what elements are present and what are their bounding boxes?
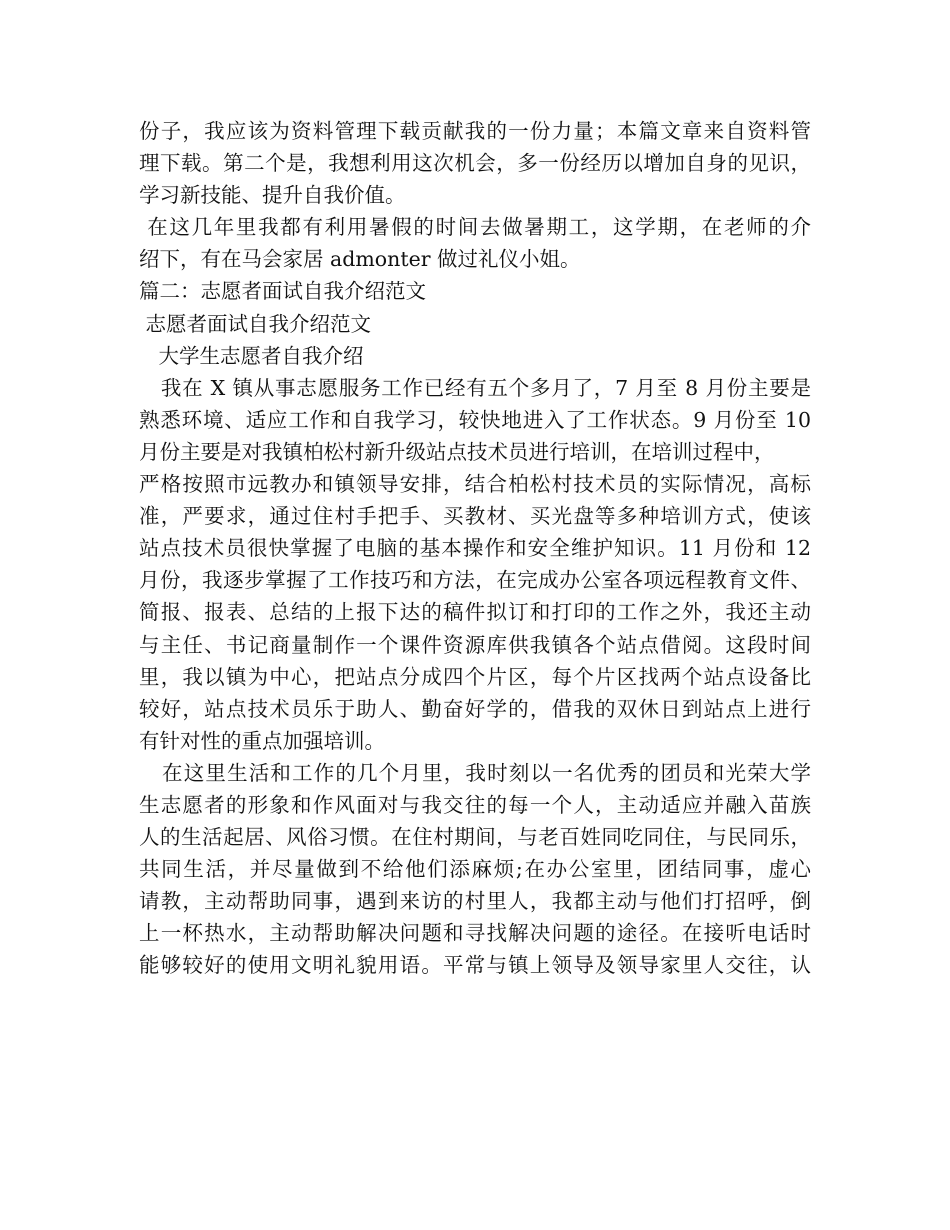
- text-line: 站点技术员很快掌握了电脑的基本操作和安全维护知识。11 月份和 12: [139, 536, 811, 561]
- article-title: 志愿者面试自我介绍范文: [139, 311, 372, 336]
- text-line: 绍下，有在马会家居 admonter 做过礼仪小姐。: [139, 247, 581, 272]
- section-heading: 篇二：志愿者面试自我介绍范文: [139, 279, 426, 304]
- text-line: 请教，主动帮助同事，遇到来访的村里人，我都主动与他们打招呼，倒: [139, 889, 811, 914]
- text-line: 人的生活起居、风俗习惯。在住村期间，与老百姓同吃同住，与民同乐，: [139, 825, 811, 850]
- text-line: 里，我以镇为中心，把站点分成四个片区，每个片区找两个站点设备比: [139, 664, 811, 689]
- text-line: 准，严要求，通过住村手把手、买教材、买光盘等多种培训方式，使该: [139, 504, 811, 529]
- text-line: 简报、报表、总结的上报下达的稿件拟订和打印的工作之外，我还主动: [139, 600, 811, 625]
- text-line: 能够较好的使用文明礼貌用语。平常与镇上领导及领导家里人交往，认: [139, 953, 811, 978]
- text-line: 在这几年里我都有利用暑假的时间去做暑期工，这学期，在老师的介: [139, 215, 811, 240]
- text-line: 与主任、书记商量制作一个课件资源库供我镇各个站点借阅。这段时间: [139, 632, 811, 657]
- text-line: 严格按照市远教办和镇领导安排，结合柏松村技术员的实际情况，高标: [139, 472, 811, 497]
- text-line: 熟悉环境、适应工作和自我学习，较快地进入了工作状态。9 月份至 10: [139, 407, 811, 432]
- text-line: 在这里生活和工作的几个月里，我时刻以一名优秀的团员和光荣大学: [139, 760, 811, 785]
- article-subtitle: 大学生志愿者自我介绍: [139, 343, 364, 368]
- text-line: 份子，我应该为资料管理下载贡献我的一份力量；本篇文章来自资料管: [139, 119, 811, 143]
- text-line: 月份，我逐步掌握了工作技巧和方法，在完成办公室各项远程教育文件、: [139, 568, 811, 593]
- text-line: 学习新技能、提升自我价值。: [139, 183, 406, 208]
- text-line: 上一杯热水，主动帮助解决问题和寻找解决问题的途径。在接听电话时: [139, 921, 811, 946]
- text-line: 月份主要是对我镇柏松村新升级站点技术员进行培训，在培训过程中，: [139, 439, 775, 464]
- text-line: 共同生活，并尽量做到不给他们添麻烦;在办公室里，团结同事，虚心: [139, 857, 811, 882]
- text-line: 生志愿者的形象和作风面对与我交往的每一个人，主动适应并融入苗族: [139, 792, 811, 817]
- text-line: 理下载。第二个是，我想利用这次机会，多一份经历以增加自身的见识，: [139, 151, 811, 176]
- document-body: [139, 115, 819, 982]
- text-line: 有针对性的重点加强培训。: [139, 728, 385, 753]
- text-line: 较好，站点技术员乐于助人、勤奋好学的，借我的双休日到站点上进行: [139, 696, 811, 721]
- text-line: 我在 X 镇从事志愿服务工作已经有五个多月了，7 月至 8 月份主要是: [139, 375, 811, 400]
